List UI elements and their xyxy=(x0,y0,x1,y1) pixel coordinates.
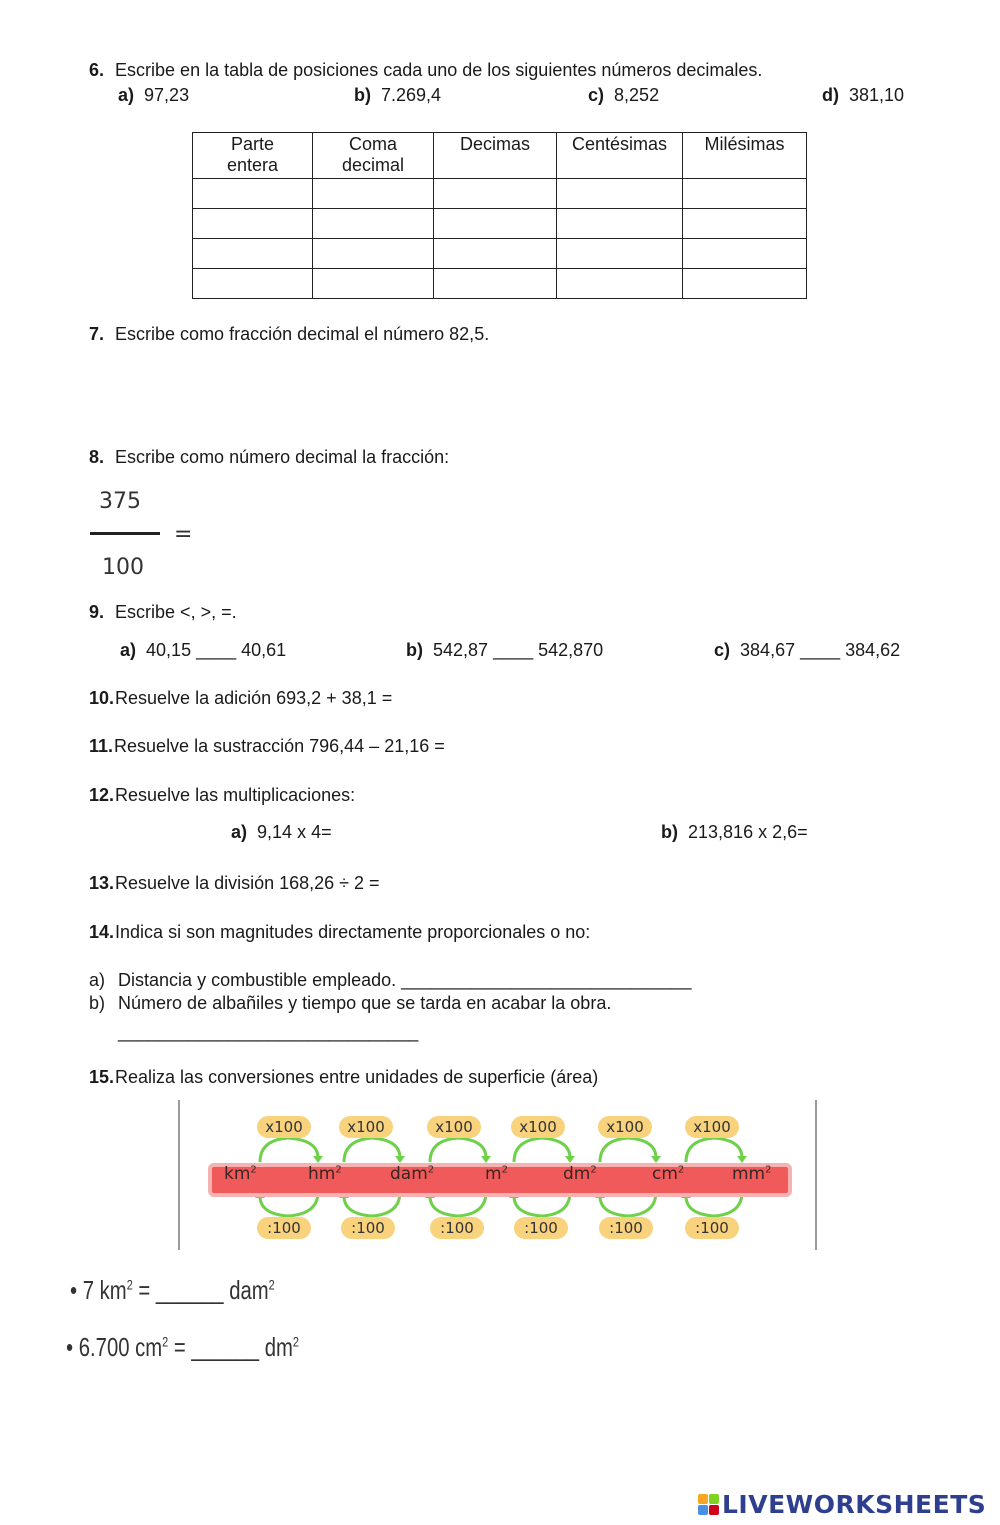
answer-cell[interactable] xyxy=(557,269,683,299)
divide-pill: :100 xyxy=(430,1217,484,1239)
answer-cell[interactable] xyxy=(313,209,434,239)
q14-heading: 14.Indica si son magnitudes directamente proporcionales o no: xyxy=(89,922,591,942)
divide-pill: :100 xyxy=(685,1217,739,1239)
q14-item-a: a) Distancia y combustible empleado. _____________________________ xyxy=(89,970,692,990)
q6-number: 6. xyxy=(89,60,105,80)
conversion-2: • 6.700 $cm^2$ = ______ $dm^2$ xyxy=(66,1332,299,1362)
answer-cell[interactable] xyxy=(434,209,557,239)
multiply-pill: x100 xyxy=(511,1116,565,1138)
arrow-up-6 xyxy=(686,1138,742,1162)
q6-option-c: c) 8,252 xyxy=(588,85,660,105)
q9-item-b: b) 542,87 ____ 542,870 xyxy=(406,640,604,660)
q6-text: Escribe en la tabla de posiciones cada uno de los siguientes números decimales. xyxy=(115,60,763,80)
fraction-numerator: 375 xyxy=(99,489,141,514)
q6-option-a: a) 97,23 xyxy=(118,85,190,105)
answer-cell[interactable] xyxy=(434,179,557,209)
q9-item-c: c) 384,67 ____ 384,62 xyxy=(714,640,901,660)
multiply-pill: x100 xyxy=(257,1116,311,1138)
answer-cell[interactable] xyxy=(557,239,683,269)
conversion-2-answer[interactable]: = ______ xyxy=(173,1332,260,1362)
unit-m: $m^2$ xyxy=(485,1164,508,1184)
table-header-row xyxy=(193,133,807,179)
liveworksheets-wordmark: LIVEWORKSHEETS xyxy=(722,1490,987,1519)
divide-pill: :100 xyxy=(257,1217,311,1239)
q11-heading: 11.Resuelve la sustracción 796,44 – 21,16 = xyxy=(89,736,445,756)
q7-heading: 7. Escribe como fracción decimal el número 82,5. xyxy=(89,324,490,344)
q14-item-b-answer-line[interactable]: ______________________________ xyxy=(118,1022,419,1042)
arrow-up-3 xyxy=(430,1138,486,1162)
answer-cell[interactable] xyxy=(313,239,434,269)
unit-hm: $hm^2$ xyxy=(308,1164,342,1184)
header-milesimas: Milésimas xyxy=(683,133,807,179)
table-row xyxy=(193,179,807,209)
answer-cell[interactable] xyxy=(313,179,434,209)
answer-cell[interactable] xyxy=(313,269,434,299)
unit-dm: $dm^2$ xyxy=(563,1164,597,1184)
unit-km: $km^2$ xyxy=(224,1164,257,1184)
conversion-1-answer[interactable]: = ______ xyxy=(138,1275,224,1305)
arrow-up-2 xyxy=(344,1138,400,1162)
header-centesimas: Centésimas xyxy=(557,133,683,179)
header-coma-decimal: Coma decimal xyxy=(313,133,434,179)
q6-option-d: d) 381,10 xyxy=(822,85,905,105)
divide-pill: :100 xyxy=(514,1217,568,1239)
q6-option-b: b) 7.269,4 xyxy=(354,85,442,105)
q13-heading: 13.Resuelve la división 168,26 ÷ 2 = xyxy=(89,873,380,893)
answer-cell[interactable] xyxy=(557,179,683,209)
fraction-bar xyxy=(90,532,160,535)
q9-item-a: a) 40,15 ____ 40,61 xyxy=(120,640,287,660)
q15-heading: 15.Realiza las conversiones entre unidades de superficie (área) xyxy=(89,1067,599,1087)
answer-cell[interactable] xyxy=(683,179,807,209)
multiply-pill: x100 xyxy=(685,1116,739,1138)
arrow-up-5 xyxy=(600,1138,656,1162)
arrow-up-1 xyxy=(260,1138,318,1162)
answer-cell[interactable] xyxy=(193,269,313,299)
divide-pill: :100 xyxy=(599,1217,653,1239)
fraction-equals: = xyxy=(174,522,193,547)
table-row xyxy=(193,239,807,269)
unit-dam: dam$^2$ xyxy=(390,1164,435,1184)
multiply-pill: x100 xyxy=(427,1116,481,1138)
answer-cell[interactable] xyxy=(683,269,807,299)
area-units-diagram xyxy=(178,1100,818,1252)
conversion-1: • 7 $km^2$ = ______ dam$^2$ xyxy=(70,1275,275,1305)
divide-pill: :100 xyxy=(341,1217,395,1239)
answer-cell[interactable] xyxy=(434,239,557,269)
q8-heading: 8. Escribe como número decimal la fracción: xyxy=(89,447,450,467)
answer-cell[interactable] xyxy=(557,209,683,239)
unit-cm: $cm^2$ xyxy=(652,1164,685,1184)
q6-heading xyxy=(89,60,762,81)
header-parte-entera: Parte entera xyxy=(193,133,313,179)
q12-heading: 12.Resuelve las multiplicaciones: xyxy=(89,785,356,805)
answer-cell[interactable] xyxy=(193,239,313,269)
unit-mm: $mm^2$ xyxy=(732,1164,772,1184)
q12-item-a: a) 9,14 x 4= xyxy=(231,822,332,842)
answer-cell[interactable] xyxy=(193,209,313,239)
answer-cell[interactable] xyxy=(683,239,807,269)
answer-cell[interactable] xyxy=(193,179,313,209)
multiply-pill: x100 xyxy=(339,1116,393,1138)
liveworksheets-logo-icon xyxy=(698,1494,720,1516)
fraction-denominator: 100 xyxy=(102,555,144,580)
liveworksheets-logo xyxy=(698,1490,986,1519)
place-value-table xyxy=(192,132,807,299)
arrow-up-4 xyxy=(514,1138,570,1162)
multiply-pill: x100 xyxy=(598,1116,652,1138)
answer-cell[interactable] xyxy=(683,209,807,239)
q10-heading: 10.Resuelve la adición 693,2 + 38,1 = xyxy=(89,688,393,708)
q9-heading: 9. Escribe <, >, =. xyxy=(89,602,237,622)
table-row xyxy=(193,269,807,299)
header-decimas: Decimas xyxy=(434,133,557,179)
answer-cell[interactable] xyxy=(434,269,557,299)
q14-item-b: b) Número de albañiles y tiempo que se tarda en acabar la obra. xyxy=(89,993,612,1013)
q12-item-b: b) 213,816 x 2,6= xyxy=(661,822,808,842)
table-row xyxy=(193,209,807,239)
